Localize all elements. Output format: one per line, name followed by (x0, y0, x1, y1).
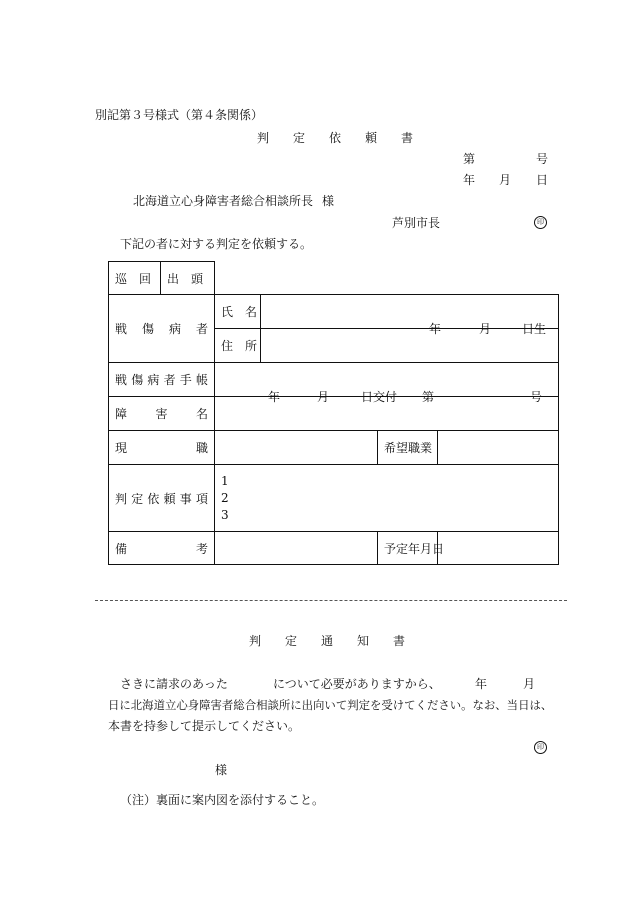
request-item-3: 3 (221, 507, 229, 522)
address-field[interactable] (261, 329, 559, 363)
handbook-label: 戦 傷 病 者 手 帳 (115, 373, 208, 387)
desired-job-field[interactable] (438, 431, 559, 465)
empty-cell (215, 262, 559, 295)
notice-honorific: 様 (215, 763, 228, 777)
sender: 芦別市長 (392, 216, 441, 230)
handbook-month: 月 (317, 389, 330, 404)
scheduled-date-field[interactable] (438, 532, 559, 565)
handbook-year: 年 (268, 389, 281, 404)
number-suffix: 号 (536, 152, 549, 166)
addressee: 北海道立心身障害者総合相談所長 (133, 194, 314, 208)
request-item-2: 2 (221, 490, 229, 505)
birth-month: 月 (479, 321, 492, 336)
notice-seal-mark: 印 (534, 741, 547, 754)
job-label-cell (109, 431, 215, 465)
form-identifier: 別記第３号様式（第４条関係） (95, 108, 264, 122)
request-form-table (108, 261, 559, 565)
request-label-cell (109, 465, 215, 532)
appearance-cell (161, 262, 215, 295)
patrol-label: 巡 回 (115, 271, 152, 286)
footnote: （注）裏面に案内図を添付すること。 (120, 793, 325, 807)
addressee-honorific: 様 (322, 194, 335, 208)
date-year: 年 (463, 173, 476, 187)
intro-text: 下記の者に対する判定を依頼する。 (120, 237, 313, 251)
name-label: 氏 名 (221, 305, 258, 319)
handbook-issued: 日交付 (361, 389, 398, 404)
birth-year: 年 (429, 321, 442, 336)
address-label: 住 所 (221, 339, 258, 353)
appearance-label: 出 頭 (167, 271, 204, 286)
patient-label: 戦 傷 病 者 (115, 322, 208, 336)
request-item-1: 1 (221, 473, 229, 488)
notice-line1-middle: について必要がありますから、 (273, 677, 441, 691)
notice-year: 年 (475, 677, 488, 691)
scheduled-date-label: 予定年月日 (384, 541, 445, 556)
notice-line2: 日に北海道立心身障害者総合相談所に出向いて判定を受けてください。なお、当日は、 (108, 698, 553, 712)
address-label-cell (215, 329, 261, 363)
scheduled-date-label-cell (378, 532, 445, 565)
patient-label-cell (109, 295, 215, 363)
job-label: 現 職 (115, 441, 208, 455)
request-label: 判 定 依 頼 事 項 (115, 491, 208, 506)
disability-label-cell (109, 397, 215, 431)
request-items-field[interactable] (215, 465, 559, 532)
disability-label: 障 害 名 (115, 407, 208, 421)
form-title: 判 定 依 頼 書 (256, 131, 414, 145)
date-month: 月 (499, 173, 512, 187)
notice-line1-start: さきに請求のあった (120, 677, 228, 691)
birth-day: 日生 (522, 321, 547, 336)
remarks-label-cell (109, 532, 215, 565)
desired-job-label: 希望職業 (384, 441, 433, 455)
date-day: 日 (536, 173, 549, 187)
cut-line-divider (95, 600, 567, 601)
notice-month: 月 (523, 677, 536, 691)
notice-line3: 本書を持参して提示してください。 (108, 719, 301, 733)
remarks-label: 備 考 (115, 541, 208, 556)
name-field[interactable] (261, 295, 559, 336)
job-field[interactable] (215, 431, 378, 465)
handbook-number-prefix: 第 (422, 389, 435, 404)
desired-job-label-cell (378, 431, 438, 465)
number-prefix: 第 (463, 152, 476, 166)
handbook-number-suffix: 号 (530, 389, 543, 404)
remarks-field[interactable] (215, 532, 378, 565)
handbook-field[interactable] (215, 363, 559, 404)
patrol-cell (109, 262, 161, 295)
handbook-label-cell (109, 363, 215, 397)
name-label-cell (215, 295, 261, 329)
seal-mark: 印 (534, 216, 547, 229)
notice-title: 判 定 通 知 書 (248, 634, 406, 648)
